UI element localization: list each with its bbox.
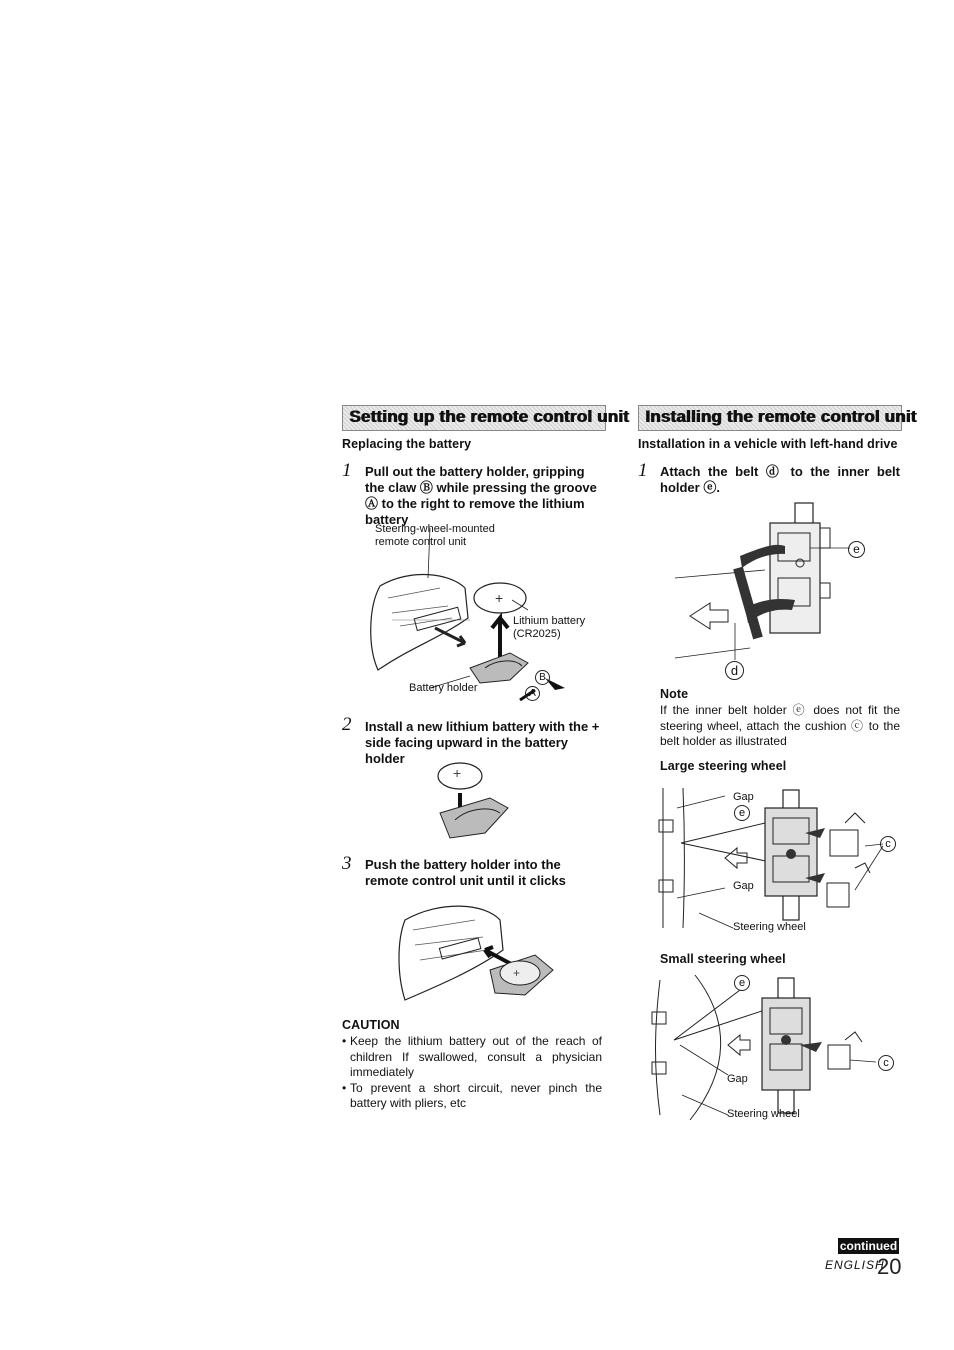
step-text-1: Pull out the battery holder, gripping the claw Ⓑ while pressing the groove Ⓐ to the right to remove the lithium battery	[365, 464, 597, 527]
step-number-2: 2	[342, 714, 352, 735]
page-number: 20	[877, 1254, 902, 1279]
caption-lithium-battery-line2: (CR2025)	[513, 628, 561, 640]
note-title: Note	[660, 687, 689, 701]
figure-large-wheel	[655, 778, 900, 938]
subhead-left-hand-drive: Installation in a vehicle with left-hand drive	[638, 437, 898, 451]
marker-c-small: c	[878, 1055, 894, 1071]
marker-b: B	[535, 670, 550, 685]
marker-d: d	[725, 661, 744, 680]
figure-attach-belt	[670, 498, 880, 678]
svg-text:+: +	[495, 590, 504, 606]
figure-push-holder	[395, 895, 565, 1005]
section-banner-installing	[638, 405, 917, 431]
caution-title: CAUTION	[342, 1018, 400, 1032]
svg-text:+: +	[453, 765, 462, 781]
gap-label-small: Gap	[727, 1073, 748, 1085]
caution-item: • To prevent a short circuit, never pinch the battery with pliers, etc	[342, 1081, 602, 1112]
subhead-replacing-battery: Replacing the battery	[342, 437, 472, 451]
marker-e-large: e	[734, 805, 750, 821]
marker-e-small: e	[734, 975, 750, 991]
step-text-2: Install a new lithium battery with the + side facing upward in the battery holder	[365, 719, 600, 766]
figure-install-battery	[430, 758, 520, 843]
gap-label-upper: Gap	[733, 791, 754, 803]
caption-remote-unit-line2: remote control unit	[375, 536, 467, 548]
steering-wheel-label-large: Steering wheel	[733, 921, 806, 933]
step-number-1: 1	[342, 460, 352, 481]
section-title: Installing the remote control unit	[645, 407, 917, 426]
section-banner-setting-up	[342, 405, 629, 431]
step-number-3: 3	[342, 853, 352, 874]
step-text-3: Push the battery holder into the remote control unit until it clicks	[365, 857, 566, 888]
marker-e: e	[848, 541, 865, 558]
svg-text:+: +	[513, 966, 521, 980]
step-number-1-right: 1	[638, 460, 648, 481]
large-wheel-title: Large steering wheel	[660, 759, 787, 773]
caption-remote-unit-line1: Steering-wheel-mounted	[375, 523, 495, 535]
caution-item: • Keep the lithium battery out of the reach of children If swallowed, consult a physician immediately	[342, 1034, 602, 1081]
figure-small-wheel	[650, 970, 900, 1125]
caution-list	[342, 1034, 602, 1112]
gap-label-lower: Gap	[733, 880, 754, 892]
caption-lithium-battery-line1: Lithium battery	[513, 615, 586, 627]
section-title: Setting up the remote control unit	[349, 407, 629, 426]
continued-badge: continued	[839, 1239, 898, 1253]
marker-c-large: c	[880, 836, 896, 852]
steering-wheel-label-small: Steering wheel	[727, 1108, 800, 1120]
small-wheel-title: Small steering wheel	[660, 952, 786, 966]
language-label: ENGLISH	[825, 1258, 885, 1272]
step-text-1-right: Attach the belt ⓓ to the inner belt holder ⓔ.	[660, 464, 900, 495]
marker-a: A	[525, 686, 540, 701]
note-text: If the inner belt holder ⓔ does not fit the steering wheel, attach the cushion ⓒ to the belt holder as illustrated	[660, 703, 900, 748]
caption-battery-holder: Battery holder	[409, 682, 478, 694]
